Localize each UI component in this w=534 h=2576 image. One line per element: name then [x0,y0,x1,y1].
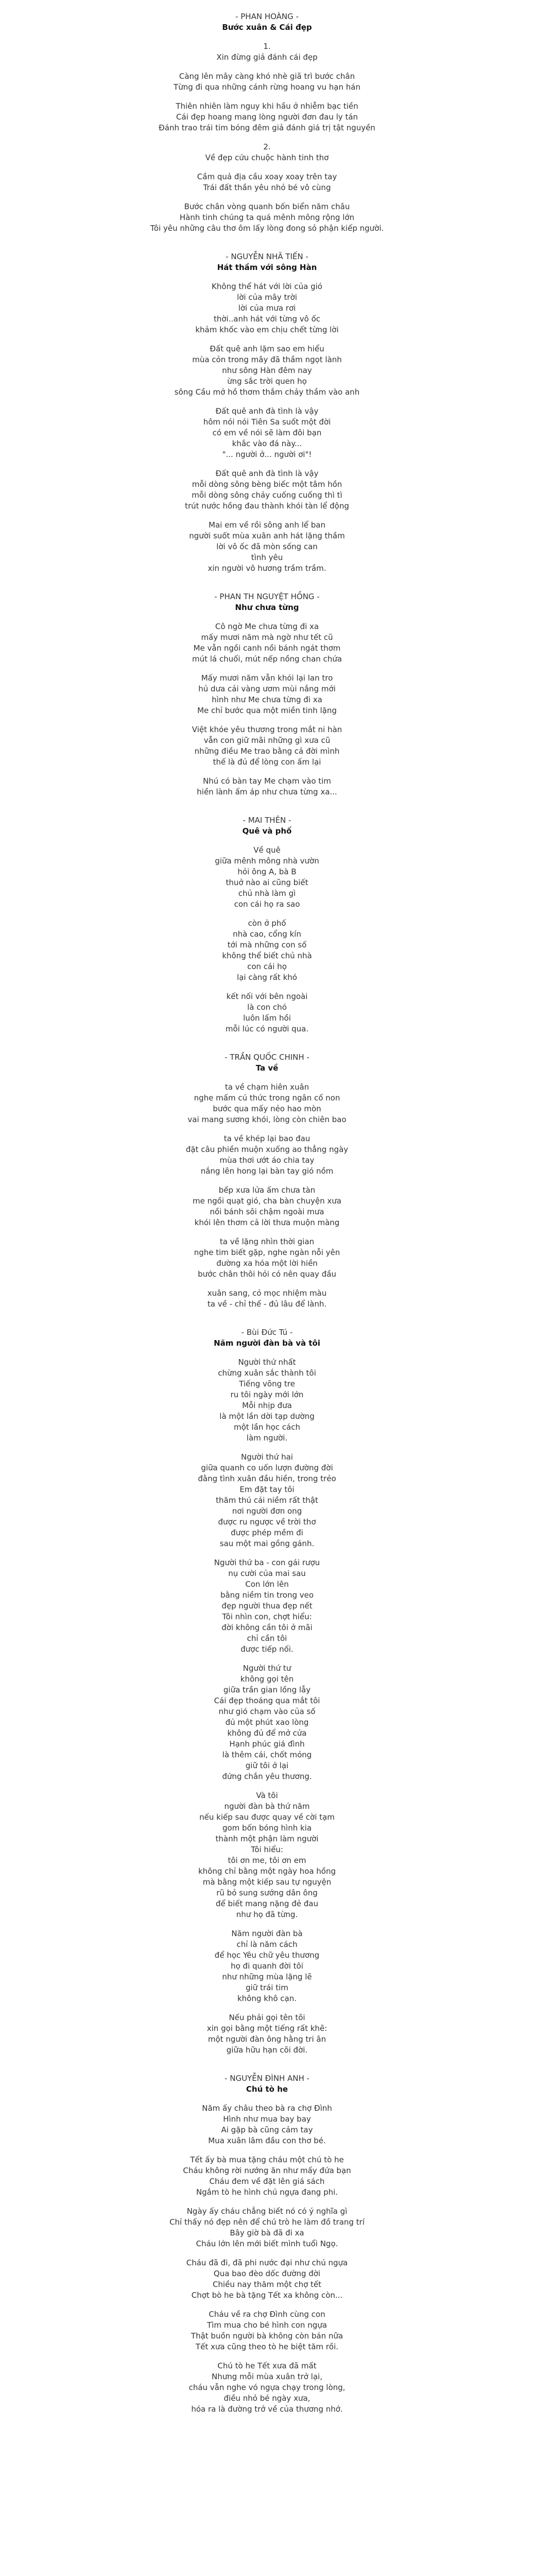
poem-line: Em đặt tay tôi [239,1485,295,1494]
poem-line: Nếu phải gọi tên tôi [229,2013,305,2022]
poem-author: - NGUYỄN ĐÌNH ANH - [225,2074,309,2083]
poem-line: ta về khép lại bao đau [223,1134,311,1143]
poem-line: xin người vô hương trầm trầm. [208,564,326,573]
poem-author: - NGUYỄN NHÃ TIẾN - [226,252,308,261]
poem-stanza [82,406,453,460]
poem-line: sông Cầu mở hồ thơm thắm chảy thầm vào anh [174,387,360,397]
poem-line: Cháu về ra chợ Đình cùng con [209,2310,325,2319]
poem-stanza [82,2155,453,2198]
poem-line: Cái đẹp hoang mang lòng người đơn đau ly tán [176,112,358,122]
poem [82,815,453,1035]
poem-line: Ngắm tò he hình chú ngựa đang phi. [196,2188,338,2197]
poem-line: luôn lấm hồi [243,1013,291,1023]
poem-line: nghe mấm cú thức trong ngân cố non [194,1093,340,1103]
poem-line: Tết xưa cũng theo tò he biệt tăm rồi. [195,2342,339,2351]
poem-stanza [82,2309,453,2352]
poem-author: - Bùi Đức Tú - [241,1328,293,1337]
poem-stanza [82,776,453,798]
poem-stanza [82,1557,453,1655]
poem-line: là một lần dời tạp dường [219,1412,315,1421]
poem-stanza [82,2012,453,2056]
poem-line: Đất quê anh đà tình là vậy [215,406,319,416]
poem-title: Quê và phố [242,826,292,836]
poem-line: Cháu không rời nướng ăn như mấy đứa bạn [183,2166,351,2175]
poem-line: chỉ cần tôi [247,1634,287,1643]
poem-line: mỗi lúc có người qua. [225,1024,309,1033]
poem-line: đủ một phút xao lòng [225,1718,309,1727]
poem-line: để biết mang nặng đẻ đau [216,1899,318,1908]
poem-line: khảm khốc vào em chịu chết từng lời [195,325,339,334]
poem-line: Tiếng võng tre [239,1379,295,1388]
poem-line: như họ đã từng. [236,1910,298,1919]
poem-line: vai mang sương khói, lòng còn chiên bao [187,1115,347,1124]
poem-stanza [82,344,453,398]
poem-line: Cái đẹp thoáng qua mắt tôi [214,1696,320,1705]
poem-line: Mấy mươi năm vẫn khói lại lan tro [201,673,333,683]
poem-line: Hạnh phúc giá đình [229,1739,305,1749]
poem-line: Hình như mua bay bay [223,2114,311,2124]
poem-title: Ta về [255,1063,279,1073]
poem-line: kết nối với bên ngoài [226,992,308,1001]
poem-line: nụ cười của mai sau [228,1569,306,1578]
poem-line: bước chân thôi hỏi có nên quay đầu [198,1269,336,1279]
poem-line: mùa thơi ướt áo chia tay [219,1156,315,1165]
poem-line: 1. [263,42,271,51]
poem-stanza [82,2258,453,2301]
poem-stanza [82,1357,453,1444]
poem-line: Đất quê anh đà tình là vậy [215,469,319,478]
poem-line: Me chỉ bước qua một miền tinh lặng [197,706,337,715]
poem [82,591,453,798]
poem-line: giữa quanh co uốn lượn đường đời [201,1463,333,1472]
poem-title: Hát thầm với sông Hàn [217,263,317,272]
poem-line: Ai gặp bà cũng cảm tay [221,2125,313,2134]
poem-line: Nhưng mỗi mùa xuân trở lại, [212,2372,322,2381]
poem-line: chỉ là năm cách [236,1940,298,1949]
poem-line: Người thứ ba - con gái rượu [214,1558,320,1567]
poem-stanza [82,172,453,193]
poem-line: hiền lành ấm áp như chưa từng xa... [197,787,337,796]
poem-line: người suốt mùa xuân anh hát lặng thầm [189,531,345,540]
poem-line: đặt câu phiền muộn xuống ao thẳng ngày [185,1145,349,1154]
poem-title: Năm người đàn bà và tôi [214,1338,320,1348]
poem-line: con cái họ [247,962,287,971]
poem-line: người đàn bà thứ năm [224,1802,310,1811]
poem-line: Tôi yêu những câu thơ ôm lấy lòng đong sỏ phận kiếp người. [150,224,384,233]
poem-line: mùa cỏn trong mây đã thầm ngọt lành [192,355,342,364]
poem-line: Người thứ nhất [238,1358,296,1367]
poem-line: được ru ngược về trời thơ [218,1517,316,1527]
poem-stanza [82,2206,453,2249]
poem-line: Xin đừng giả đánh cái đẹp [216,53,318,62]
poem-stanza [82,2361,453,2415]
poem-line: sau một mai gồng gánh. [219,1539,315,1548]
poem-line: không gọi tên [240,1674,294,1684]
poem-line: mỗi dòng sông chảy cuống cuống thì tì [192,490,342,500]
poem-line: Cháu đem về đặt lên giá sách [209,2177,325,2186]
poem-line: khắc vào đá này... [232,439,302,448]
poem-stanza [82,918,453,983]
poem-title: Bước xuân & Cái đẹp [222,23,312,32]
poem-line: Cháu lớn lên mới biết mình tuổi Ngọ. [196,2239,338,2248]
poem-stanza [82,1663,453,1782]
poem-line: những điều Me trao bằng cả đời mình [194,747,340,756]
poem-line: trút nước hồng đau thành khói tàn lể động [185,501,349,511]
poem-line: me ngồi quạt gió, cha bàn chuyện xưa [193,1196,341,1206]
poem-line: thời..anh hát với từng vô ốc [213,314,320,324]
poem-stanza [82,1790,453,1920]
poem-line: cháu vẫn nghe vó ngựa chạy trong lòng, [188,2383,346,2392]
poem-stanza [82,1236,453,1280]
poem-line: không thể biết chủ nhà [222,951,312,960]
poem-author: - TRẦN QUỐC CHINH - [225,1053,309,1062]
poem-line: xuân sang, cỏ mọc nhiệm màu [207,1289,327,1298]
poem-author: - PHAN TH NGUYỆT HỒNG - [214,592,320,601]
poem-line: giữa mênh mông nhà vườn [215,856,319,866]
poem-line: thăm thú cái niềm rất thật [216,1496,318,1505]
poem-line: mút lá chuối, mút nếp nồng chan chứa [192,654,342,664]
poem-line: đời không cần tôi ở mãi [221,1623,313,1632]
poem-line: tới mà những con số [227,940,307,950]
poem-line: Về đẹp cứu chuộc hành tinh thơ [205,153,329,162]
poem-line: nhà cao, cổng kín [233,929,301,939]
poem [82,251,453,574]
poem-line: không khô cạn. [237,1994,297,2003]
poem-line: đường xa hóa một lời hiền [216,1259,318,1268]
poem-stanza [82,281,453,335]
poem-line: Đất quê anh lặm sao em hiểu [210,344,324,353]
poem-line: ta về chạm hiên xuân [225,1082,309,1092]
poem-line: một người đàn ông hằng tri ân [208,2035,326,2044]
poem-line: bếp xưa lửa ấm chưa tàn [218,1185,316,1195]
poem-line: có em về nói sẽ làm đôi bạn [212,428,322,437]
poem-title: Như chưa từng [235,603,299,612]
poem-line: Người thứ tư [243,1664,291,1673]
poem-line: điều nhỏ bé ngày xưa, [223,2394,311,2403]
poem-line: Qua bao đèo dốc đường đời [213,2269,321,2278]
poem-line: giữa trần gian lồng lẫy [223,1685,311,1694]
poem-line: Me vẫn ngồi canh nồi bánh ngát thơm [193,643,341,653]
poem-line: hình như Me chưa từng đi xa [212,695,322,704]
poem-line: giữa hữu hạn cõi đời. [226,2045,308,2055]
poem-line: Nhú có bàn tay Me chạm vào tim [203,776,331,786]
poem-line: Chợt bò he bà tặng Tết xa không còn... [191,2291,343,2300]
poem-line: đẹp người thua đẹp nết [221,1601,313,1611]
poem-line: nắng lên hong lại bàn tay gió nồm [200,1166,334,1176]
poem-line: nồi bánh sôi chậm ngoài mưa [210,1207,324,1216]
poem-line: Cầm quả địa cầu xoay xoay trên tay [197,172,337,181]
poem-line: giữ tôi ở lại [245,1761,289,1770]
poem-line: đằng tình xuân đầu hiền, trong trẻo [198,1474,336,1483]
poem-stanza [82,845,453,910]
poem-line: mà bằng một kiếp sau tự nguyện [202,1877,332,1887]
poem-line: Đánh trao trái tim bóng đêm giả đánh giá trị tật nguyền [159,123,375,132]
poem-line: ru tôi ngày mới lớn [230,1390,304,1399]
poem-line: nghe tim biết gặp, nghe ngàn nỗi yên [194,1248,340,1257]
poem-line: "... người ở... người ơi"! [222,450,312,459]
poem-line: Tìm mua cho bé hình con ngựa [207,2320,327,2330]
poem-line: Và tôi [256,1791,278,1800]
poem-line: Tôi nhìn con, chợt hiểu: [222,1612,312,1621]
poem-line: 2. [263,142,271,151]
poem-stanza [82,520,453,574]
poem-line: ừng sắc trời quen họ [227,377,307,386]
poem-stanza [82,2103,453,2146]
poem [82,1327,453,2056]
poem-line: Bước chân vòng quanh bốn biển năm châu [184,202,350,211]
poem-line: khói lên thơm cả lời thưa muộn màng [194,1218,340,1227]
poem-line: được tiếp nối. [240,1645,294,1654]
poem-line: làm người. [246,1433,288,1443]
poem-line: lời của mưa rơi [238,303,296,313]
poem-line: là con chó [247,1003,287,1012]
poem-stanza [82,71,453,93]
poem-line: ta về lặng nhìn thời gian [219,1237,315,1246]
poem-line: giữ trái tim [246,1983,288,1992]
poem-stanza [82,41,453,63]
poem-line: Thật buồn người bà không còn bán nữa [191,2331,343,2341]
poem-line: là thêm cái, chốt mỏng [222,1750,312,1759]
poem-line: Năm người đàn bà [231,1929,303,1938]
poem-line: đứng chắn yêu thương. [222,1772,312,1781]
poem-line: lại càng rất khó [237,973,297,982]
poem-line: Về quê [253,845,281,855]
poem-line: Chỉ thấy nó đẹp nên để chú trò he làm đồ trang trí [169,2217,365,2227]
poem-line: Mỗi nhịp đưa [242,1401,292,1410]
poem-title: Chú tò he [246,2084,288,2094]
poem-line: nơi người đơn ong [232,1506,302,1516]
poem-line: Con lớn lên [245,1580,289,1589]
poem-stanza [82,991,453,1035]
poem-line: như những mùa lặng lẽ [222,1972,312,1981]
poem-line: Người thứ hai [241,1452,293,1462]
poem-line: lời vô ốc đã mòn sống can [216,542,318,551]
poem-line: thành một phận làm người [215,1834,319,1843]
poem-stanza [82,142,453,163]
poem-line: như gió chạm vào của số [218,1707,316,1716]
poem-stanza [82,1452,453,1549]
poem-line: thế là đủ để lòng con ấm lại [213,757,321,767]
poem-stanza [82,201,453,234]
poem-line: Cô ngờ Me chưa từng đi xa [215,622,319,631]
poem-line: Trái đất thần yêu nhỏ bé vô cùng [203,183,331,192]
poem-line: mấy mươi năm mà ngờ như tết cũ [201,633,333,642]
poem-stanza [82,1082,453,1125]
poem-line: hủ dưa cải vàng ươm mùi nắng mới [198,684,336,693]
poem-line: Năm ấy châu theo bà ra chợ Đình [202,2104,332,2113]
poem [82,1052,453,1310]
poem-line: một lần học cách [234,1422,300,1432]
poem-author: - MAI THÊN - [243,816,291,825]
poem-line: nếu kiếp sau được quay về cời tạm [199,1812,335,1822]
poem-stanza [82,1133,453,1177]
poem-stanza [82,101,453,133]
poem-line: Thiên nhiên làm nguy khi hầu ở nhiễm bạc tiền [176,101,358,111]
poem-line: ta về - chỉ thế - đủ lâu để lành. [207,1299,327,1309]
poem-line: còn ở phố [248,919,286,928]
poem-author: - PHAN HOÀNG - [235,12,299,21]
poem-stanza [82,468,453,512]
poem-line: bước qua mấy nẻo hao mòn [213,1104,321,1113]
poem-line: xin gọi bằng một tiếng rất khẽ: [206,2024,328,2033]
poem-line: Không thể hát với lời của gió [212,282,322,291]
poem-line: chừng xuân sắc thành tôi [218,1368,316,1378]
poem-line: được phép mềm đi [231,1528,303,1537]
poem-line: vẫn con giữ mãi những gì xưa cũ [203,736,331,745]
poem-stanza [82,724,453,768]
poem-line: bằng niềm tin trong veo [220,1590,314,1600]
poem-stanza [82,1288,453,1310]
poem-line: con cái họ ra sao [234,900,300,909]
poem-line: Càng lên mây càng khó nhè giã trì bước chân [179,72,355,81]
poem-line: rũ bỏ sung sướng dân ông [216,1888,318,1897]
poem-line: chủ nhà làm gì [238,889,296,898]
poem-line: không đủ để mở cửa [227,1728,307,1738]
poem-line: Từng đi qua những cánh rừng hoang vu hạn hán [174,82,360,92]
poem-line: thuở nào ai cũng biết [226,878,308,887]
poem-line: tôi ơn me, tôi ơn em [228,1856,306,1865]
poem-line: Ngày ấy cháu chẳng biết nó có ý nghĩa gì [186,2207,348,2216]
poem-stanza [82,621,453,665]
poem-line: không chỉ bằng một ngày hoa hồng [198,1867,336,1876]
poem-line: hỏi ông A, bà B [237,867,297,876]
poem-stanza [82,673,453,716]
poem-line: Hành tinh chúng ta quá mênh mông rộng lớn [179,213,355,222]
poem-line: mỗi dòng sông bèng biếc một tâm hồn [192,480,342,489]
poem [82,2073,453,2415]
poem-line: Tết ấy bà mua tặng cháu một chú tò he [190,2155,344,2164]
poem-line: họ đi quanh đời tôi [231,1961,303,1971]
poem-line: Tôi hiểu: [251,1845,283,1854]
poem-line: để học Yêu chữ yêu thương [214,1951,320,1960]
poem-line: tình yêu [251,553,283,562]
poem-line: Bây giờ bà đã đi xa [230,2228,304,2238]
poem-stanza [82,1928,453,2004]
poem-line: như sông Hàn đêm nay [222,366,312,375]
poem-line: Mai em về rồi sông anh lể ban [209,520,325,530]
poem-line: lời của mây trời [237,293,297,302]
poem-line: hôm nói nói Tiên Sa suốt một đời [203,417,331,427]
poem [82,11,453,234]
poem-line: Chú tò he Tết xưa đã mất [217,2361,317,2370]
poem-line: hóa ra là đường trở về của thương nhớ. [191,2404,343,2414]
poem-line: Việt khóe yêu thương trong mắt ni hàn [192,725,342,734]
poem-line: Chiều nay thăm một chợ tết [212,2280,322,2289]
poem-line: Mua xuân lâm đầu con thơ bé. [208,2136,326,2145]
poem-line: gom bốn bóng hình kia [222,1823,312,1833]
poem-line: Cháu đã đi, đã phi nước đại như chú ngựa [186,2258,348,2267]
poem-stanza [82,1185,453,1228]
